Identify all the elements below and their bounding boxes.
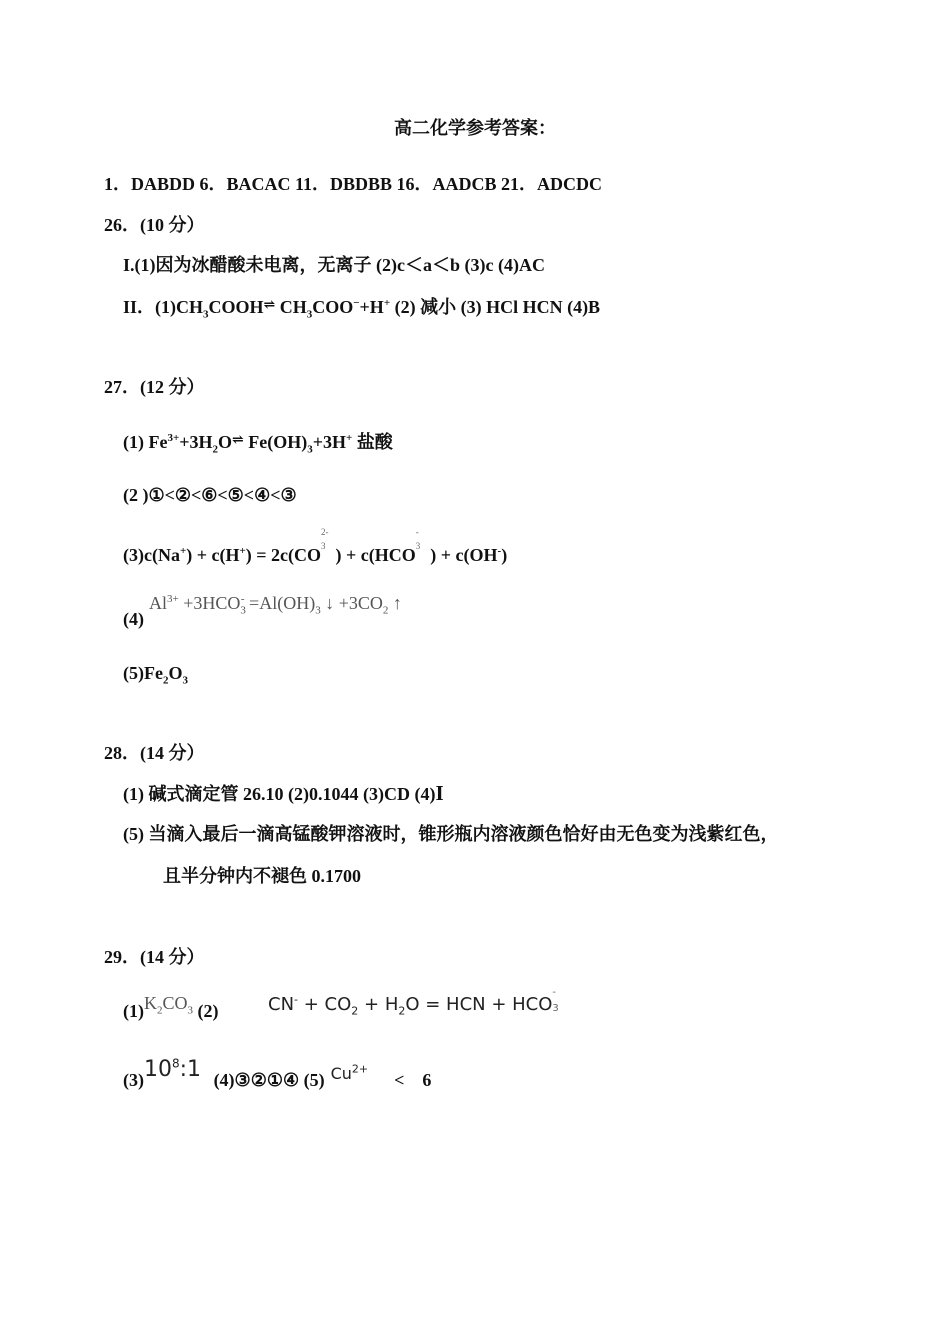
q27-part2: (2 )①<②<⑥<⑤<④<③: [123, 485, 297, 505]
formula-text: Fe(OH): [243, 432, 308, 452]
formula-label: (1): [123, 1001, 144, 1021]
superscript: -: [552, 987, 557, 998]
formula-text: +3H: [312, 432, 347, 452]
potassium-carbonate-formula: [144, 993, 194, 1017]
q27-part5: [123, 662, 188, 687]
carbonate-ion-scripts: [321, 527, 331, 561]
q26-part2: [123, 295, 601, 321]
q29-part1: [123, 993, 219, 1022]
subscript: 2: [212, 443, 219, 456]
formula-text: ) + c(H: [186, 545, 240, 565]
formula-text: (4)③②①④: [209, 1070, 300, 1090]
q28-header: 28．(14 分）: [104, 743, 205, 763]
subscript: 3: [321, 541, 326, 551]
formula-text: + H: [358, 994, 399, 1015]
bicarbonate-ion-scripts: [415, 527, 426, 561]
formula-text: (5)Fe: [123, 663, 163, 683]
q26-header: 26．(10 分）: [104, 215, 205, 235]
formula-text: =Al(OH): [244, 593, 316, 613]
bicarbonate-ion-scripts: [552, 987, 560, 1014]
formula-text: + CO: [298, 994, 352, 1015]
formula-text: K: [144, 993, 157, 1013]
subscript: 2: [162, 674, 169, 687]
formula-text: CO: [162, 993, 188, 1013]
formula-text: +H: [359, 297, 384, 317]
subscript: 3: [315, 604, 321, 617]
subscript: 3: [203, 308, 209, 321]
formula-text: ↓ +3CO: [320, 593, 383, 613]
superscript: −: [353, 297, 360, 309]
superscript: 2+: [351, 1062, 369, 1076]
formula-text: CH: [275, 297, 307, 317]
formula-text: Al: [149, 593, 167, 613]
formula-text: 盐酸: [352, 432, 393, 452]
subscript: 3: [307, 443, 313, 456]
superscript: +: [383, 297, 391, 309]
q28-part5-line2: 且半分钟内不褪色 0.1700: [163, 866, 361, 886]
formula-label: (3): [123, 1070, 144, 1090]
formula-text: CN: [268, 994, 295, 1015]
formula-text: ↑: [388, 593, 402, 613]
q29-part3: [123, 1056, 432, 1092]
formula-text: COO: [312, 297, 354, 317]
superscript: +: [346, 432, 353, 444]
formula-text: COOH: [208, 297, 264, 317]
formula-text: +3HCO: [178, 593, 241, 613]
formula-text: O = HCN + HCO: [405, 994, 553, 1015]
q28-part5-line1: (5) 当滴入最后一滴高锰酸钾溶液时，锥形瓶内溶液颜色恰好由无色变为浅紫红色，: [123, 824, 779, 844]
superscript: 3+: [167, 593, 179, 605]
superscript: -: [497, 545, 502, 557]
formula-text: ) + c(HCO: [331, 545, 416, 565]
q29-header: 29．(14 分）: [104, 947, 205, 967]
formula-text: Cu: [330, 1064, 352, 1083]
subscript: 2: [382, 604, 389, 617]
superscript: -: [294, 993, 299, 1006]
q26-part2-prefix: II．(1)CH: [123, 297, 203, 317]
q27-part4-equation: [149, 592, 402, 617]
q26-part2-rest: (2) 减小 (3) HCl HCN (4)B: [390, 297, 601, 317]
subscript: 3: [240, 604, 246, 617]
subscript: 2: [398, 1004, 406, 1018]
superscript: 3+: [167, 432, 180, 444]
q27-part1: [123, 430, 393, 456]
formula-text: ) + c(OH: [425, 545, 498, 565]
subscript: 2: [157, 1004, 163, 1017]
formula-text: :1: [179, 1057, 202, 1082]
formula-text: ) = 2c(CO: [245, 545, 322, 565]
q28-part1: [123, 782, 444, 805]
subscript: 3: [306, 308, 313, 321]
formula-label: (5): [299, 1070, 325, 1090]
multiple-choice-answers: 1．DABDD 6．BACAC 11．DBDBB 16．AADCB 21．ADCDC: [104, 174, 603, 194]
superscript: 8: [172, 1056, 180, 1071]
subscript: 3: [182, 674, 188, 687]
formula-text: O: [218, 432, 233, 452]
q27-part3: [123, 527, 508, 566]
page-title: 高二化学参考答案：: [394, 118, 556, 138]
q27-header: 27．(12 分）: [104, 377, 205, 397]
superscript: +: [239, 545, 246, 557]
superscript: -: [240, 593, 245, 605]
value-six: 6: [422, 1070, 432, 1090]
q27-part4-label: (4): [123, 609, 144, 629]
q28-part1-text: (1) 碱式滴定管 26.10 (2)0.1044 (3)CD (4): [123, 784, 436, 804]
ratio-value: [144, 1057, 201, 1082]
formula-label: (2): [193, 1001, 219, 1021]
equilibrium-arrow: ⇌: [232, 433, 244, 448]
formula-text: 10: [144, 1057, 172, 1082]
q26-part1: I.(1)因为冰醋酸未电离，无离子 (2)c＜a＜b (3)c (4)AC: [123, 255, 545, 275]
formula-text: ): [501, 545, 508, 565]
subscript: 3: [187, 1004, 194, 1017]
less-than-sign: <: [394, 1070, 405, 1090]
q28-part1-answer: I: [435, 781, 444, 805]
superscript: 2-: [321, 527, 329, 537]
copper-ion: [331, 1064, 369, 1083]
formula-text: (3)c(Na: [123, 545, 180, 565]
formula-text: O: [168, 663, 183, 683]
equilibrium-arrow: ⇌: [263, 298, 276, 313]
subscript: 3: [552, 1003, 559, 1014]
q29-part2-equation: [268, 988, 560, 1016]
formula-text: (1) Fe: [123, 432, 168, 452]
formula-text: +3H: [179, 432, 213, 452]
superscript: +: [179, 545, 187, 557]
superscript: -: [415, 527, 419, 537]
subscript: 2: [351, 1004, 359, 1018]
subscript: 3: [415, 541, 421, 551]
